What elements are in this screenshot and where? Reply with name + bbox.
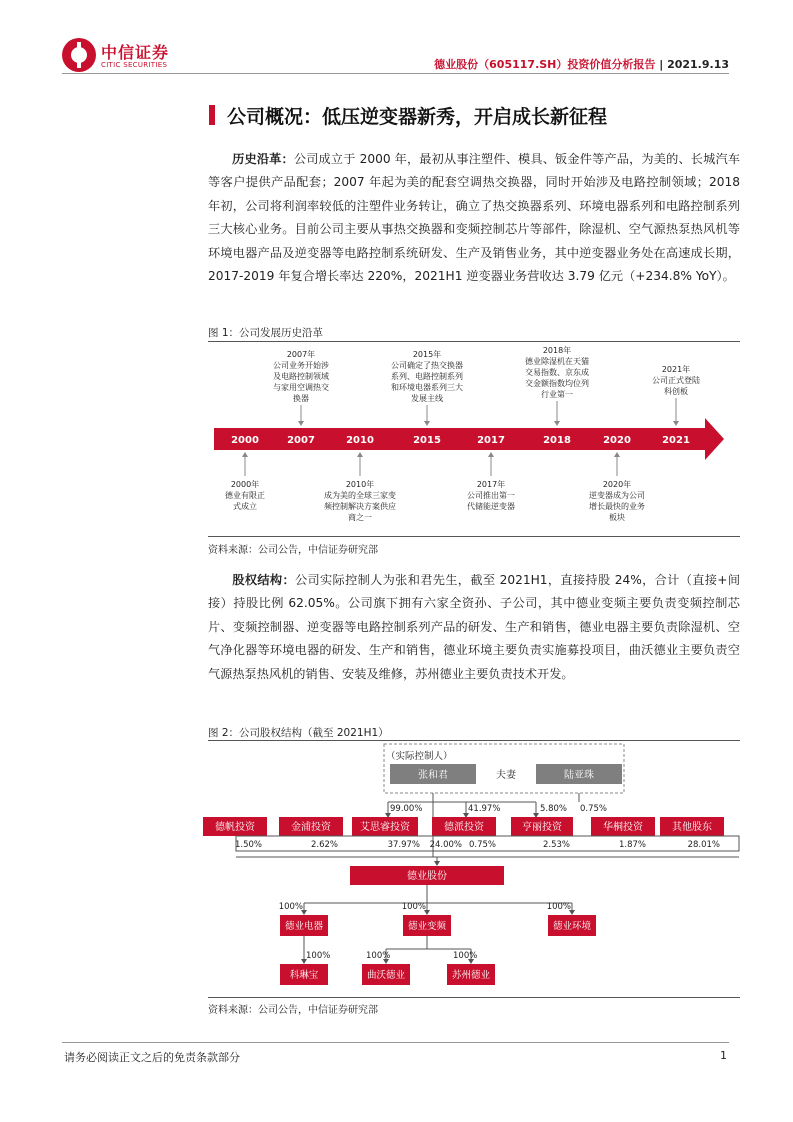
timeline-year: 2015 [413, 435, 441, 446]
shareholder-name: 艾思睿投资 [360, 822, 410, 833]
event-above-line: 2021年 [661, 365, 691, 374]
footer-disclaimer: 请务必阅读正文之后的免责条款部分 [64, 1051, 240, 1064]
grandsub-pct: 100% [366, 951, 391, 961]
figure1-source: 资料来源：公司公告，中信证券研究部 [208, 545, 378, 556]
event-below-line: 逆变器成为公司 [589, 491, 645, 500]
page-number: 1 [720, 1049, 727, 1062]
event-below-line: 频控制解决方案供应 [324, 502, 396, 511]
spouse-label: 夫妻 [496, 770, 516, 781]
connector-arrowhead [554, 421, 560, 426]
connector-arrowhead [298, 421, 304, 426]
event-above-line: 和环境电器系列三大 [391, 383, 463, 392]
shareholder-pct: 28.01% [687, 840, 720, 850]
timeline-year: 2018 [543, 435, 571, 446]
event-above-line: 公司业务开始涉 [273, 361, 329, 370]
figure2-source: 资料来源：公司公告，中信证券研究部 [208, 1005, 378, 1016]
timeline-year: 2000 [231, 435, 259, 446]
shareholder-pct: 1.87% [618, 840, 646, 850]
event-above-line: 公司正式登陆 [652, 376, 700, 385]
report-title: 德业股份（605117.SH）投资价值分析报告 [434, 58, 656, 71]
event-above-line: 德业除湿机在天猫 [525, 357, 589, 366]
ownership-pct: 99.00% [390, 804, 423, 814]
citic-logo-icon [62, 38, 96, 72]
connector-arrowhead [242, 452, 248, 457]
event-above-line: 2007年 [286, 350, 316, 359]
figure1-caption: 图 1：公司发展历史沿革 [208, 327, 324, 339]
connector-arrowhead [614, 452, 620, 457]
equity-label: 股权结构： [232, 573, 295, 587]
ownership-pct: 0.75% [580, 804, 608, 814]
controller-label: （实际控制人） [386, 751, 453, 762]
section-title: 公司概况：低压逆变器新秀，开启成长新征程 [227, 106, 608, 128]
company-name: 德业股份 [407, 871, 447, 882]
figure2-caption: 图 2：公司股权结构（截至 2021H1） [208, 727, 389, 739]
event-above-line: 2018年 [542, 346, 572, 355]
shareholder-name: 德帆投资 [215, 822, 255, 833]
event-below-line: 代储能逆变器 [467, 502, 515, 511]
event-below-line: 2017年 [476, 480, 506, 489]
event-below-line: 德业有限正 [225, 491, 265, 500]
timeline-year: 2010 [346, 435, 374, 446]
history-label: 历史沿革： [232, 152, 294, 166]
figure1-bottom-rule [208, 536, 740, 537]
shareholder-name: 德派投资 [444, 822, 484, 833]
timeline-year: 2017 [477, 435, 505, 446]
event-below-line: 板块 [609, 513, 625, 522]
timeline-year: 2007 [287, 435, 315, 446]
report-date: 2021.9.13 [667, 58, 729, 71]
sub-pct: 100% [278, 902, 303, 912]
shareholder-pct: 0.75% [468, 840, 496, 850]
event-below-line: 成为美的全球三家变 [324, 491, 396, 500]
figure2-bottom-rule [208, 997, 740, 998]
shareholder-pct: 37.97% [387, 840, 420, 850]
connector-arrowhead [673, 421, 679, 426]
event-below-line: 式成立 [233, 502, 257, 511]
event-below-line: 商之一 [348, 513, 372, 522]
direct-pct: 24.00% [429, 840, 462, 850]
event-above-line: 发展主线 [411, 394, 443, 403]
connector-arrowhead [488, 452, 494, 457]
logo-cn: 中信证券 [101, 43, 170, 62]
shareholder-name: 华桐投资 [603, 822, 643, 833]
event-above-line: 2015年 [412, 350, 442, 359]
timeline-year: 2021 [662, 435, 690, 446]
shareholder-pct: 2.53% [542, 840, 570, 850]
event-below-line: 公司推出第一 [467, 491, 515, 500]
sub-pct: 100% [401, 902, 426, 912]
shareholder-name: 金浦投资 [291, 822, 331, 833]
grandsub-name: 苏州德业 [451, 970, 491, 981]
event-below-line: 2000年 [230, 480, 260, 489]
event-above-line: 换器 [293, 394, 309, 403]
footer-divider [62, 1042, 729, 1043]
shareholder-name: 亨丽投资 [522, 822, 562, 833]
event-above-line: 交易指数、京东成 [525, 368, 589, 377]
event-above-line: 交金额指数均位列 [525, 379, 589, 388]
shareholder-pct: 2.62% [310, 840, 338, 850]
event-above-line: 系列、电路控制系列 [391, 372, 463, 381]
report-header: 德业股份（605117.SH）投资价值分析报告 | 2021.9.13 [434, 58, 729, 71]
grandsub-pct: 100% [453, 951, 478, 961]
connector-arrowhead [424, 421, 430, 426]
grandsub-pct: 100% [306, 951, 331, 961]
event-above-line: 行业第一 [541, 390, 573, 399]
event-below-line: 2010年 [345, 480, 375, 489]
subsidiary-name: 德业环境 [552, 921, 592, 932]
event-above-line: 公司确定了热交换器 [391, 361, 463, 370]
event-above-line: 与家用空调热交 [273, 383, 329, 392]
grandsub-name: 曲沃德业 [366, 970, 406, 981]
timeline-chart [208, 342, 740, 534]
timeline-year: 2020 [603, 435, 631, 446]
subsidiary-name: 德业电器 [284, 921, 324, 932]
equity-paragraph [208, 569, 740, 686]
equity-text: 公司实际控制人为张和君先生，截至 2021H1，直接持股 24%，合计（直接+间接）持股比例 62.05%。公司旗下拥有六家全资孙、子公司，其中德业变频主要负责变频控制芯片、变频控制器、逆变器等电路控制系列产品的研发、生产和销售，德业电器主要负责除湿机、空气净化器等环境电器的研发、生产和销售，德业环境主要负责实施募投项目，曲沃德业主要负责空气源热泵热风机的销售、安装及维修，苏州德业主要负责技术开发。 [208, 573, 741, 681]
title-accent-bar [209, 105, 215, 125]
history-text: 公司成立于 2000 年，最初从事注塑件、模具、钣金件等产品，为美的、长城汽车等客户提供产品配套；2007 年起为美的配套空调热交换器，同时开始涉及电路控制领域；2018 年初，公司将利润率较低的注塑件业务转让，确立了热交换器系列、环境电器系列和电路控制系列三大核心业务。目前公司主要从事热交换器和变频控制芯片等部件，除湿机、空气源热泵热风机等环境电器产品及逆变器等电路控制系统研发、生产及销售业务，其中逆变器业务处在高速成长期，2017-2019 年复合增长率达 220%，2021H1 逆变器业务营收达 3.79 亿元（+234.8% YoY）。 [208, 152, 741, 284]
sub-pct: 100% [546, 902, 571, 912]
logo-en: CITIC SECURITIES [101, 61, 168, 69]
ownership-pct: 41.97% [468, 804, 501, 814]
event-above-line: 科创板 [664, 387, 688, 396]
equity-chart [200, 741, 740, 995]
shareholder-name: 其他股东 [672, 822, 712, 833]
event-below-line: 增长最快的业务 [589, 502, 645, 511]
shareholder-pct: 1.50% [234, 840, 262, 850]
history-paragraph [208, 148, 740, 288]
ownership-pct: 5.80% [540, 804, 568, 814]
event-above-line: 及电路控制领域 [273, 372, 329, 381]
controller-name: 张和君 [418, 770, 448, 781]
spouse-name: 陆亚珠 [564, 770, 594, 781]
connector-arrowhead [357, 452, 363, 457]
grandsub-name: 科琳宝 [289, 970, 319, 981]
header-divider [62, 73, 729, 74]
event-below-line: 2020年 [602, 480, 632, 489]
subsidiary-name: 德业变频 [407, 921, 447, 932]
